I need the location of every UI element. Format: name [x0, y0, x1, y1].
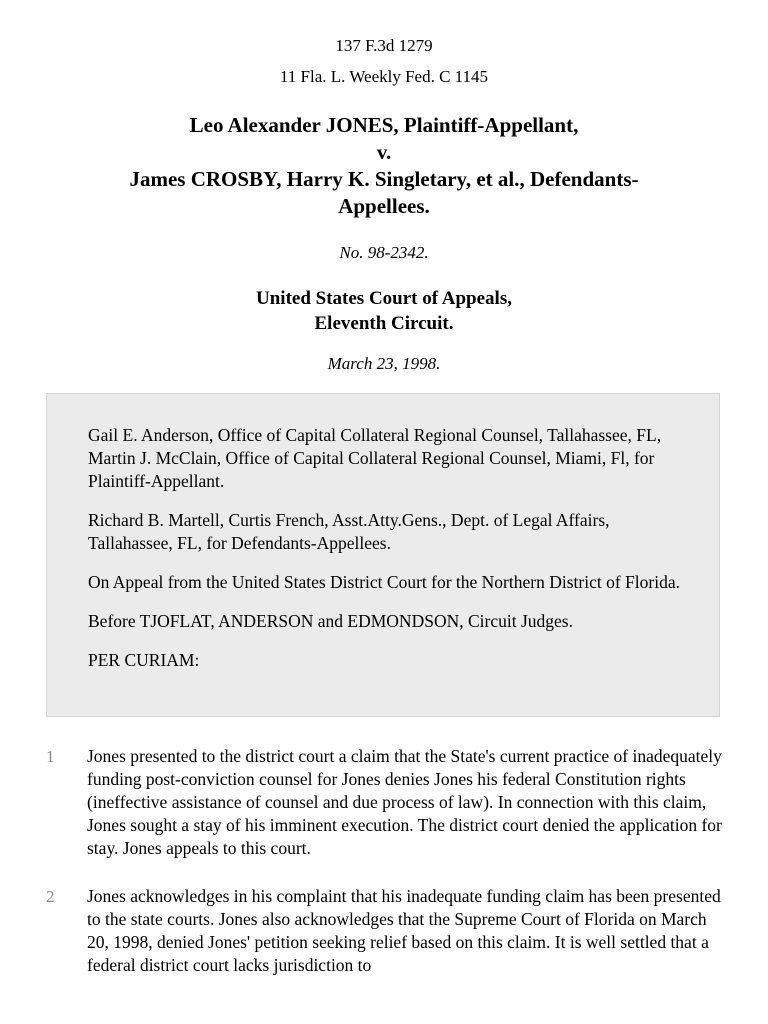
defendants-line-1: James CROSBY, Harry K. Singletary, et al., Defendants-	[129, 167, 639, 191]
court-name	[0, 286, 768, 336]
panel-judges: Before TJOFLAT, ANDERSON and EDMONDSON, Circuit Judges.	[88, 611, 573, 631]
decision-date: March 23, 1998.	[327, 354, 441, 373]
weekly-citation: 11 Fla. L. Weekly Fed. C 1145	[279, 67, 489, 86]
docket-number: No. 98-2342.	[339, 243, 429, 262]
per-curiam: PER CURIAM:	[88, 650, 200, 670]
court-line-2: Eleventh Circuit.	[314, 313, 454, 334]
plaintiff-line: Leo Alexander JONES, Plaintiff-Appellant,	[189, 113, 579, 137]
counsel-box	[46, 393, 720, 717]
court-line-1: United States Court of Appeals,	[256, 288, 512, 309]
appeal-origin: On Appeal from the United States District Court for the Northern District of Florida.	[88, 572, 680, 592]
versus-line: v.	[376, 140, 392, 164]
paragraph-text: Jones presented to the district court a claim that the State's current practice of inadequately funding post-conviction counsel for Jones denies Jones his federal Constitution rights (ineffective assistance of counsel and due process of law). In connection with this claim, Jones sought a stay of his imminent execution. The district court denied the application for stay. Jones appeals to this court.	[87, 746, 722, 858]
defendants-line-2: Appellees.	[338, 194, 430, 218]
case-caption	[60, 112, 708, 220]
paragraph-text: Jones acknowledges in his complaint that his inadequate funding claim has been presented to the state courts. Jones also acknowledges that the Supreme Court of Florida on March 20, 1998, denied Jones' petition seeking relief based on this claim. It is well settled that a federal district court lacks jurisdiction to	[87, 886, 721, 975]
paragraph-number: 2	[46, 887, 55, 906]
defendant-counsel: Richard B. Martell, Curtis French, Asst.Atty.Gens., Dept. of Legal Affairs, Tallahassee, FL, for Defendants-Appellees.	[88, 510, 610, 553]
reporter-citation: 137 F.3d 1279	[335, 36, 433, 55]
plaintiff-counsel: Gail E. Anderson, Office of Capital Collateral Regional Counsel, Tallahassee, FL, Martin J. McClain, Office of Capital Collateral Regional Counsel, Miami, Fl, for Plaintiff-Appellant.	[88, 425, 662, 491]
paragraph-number: 1	[46, 747, 55, 766]
